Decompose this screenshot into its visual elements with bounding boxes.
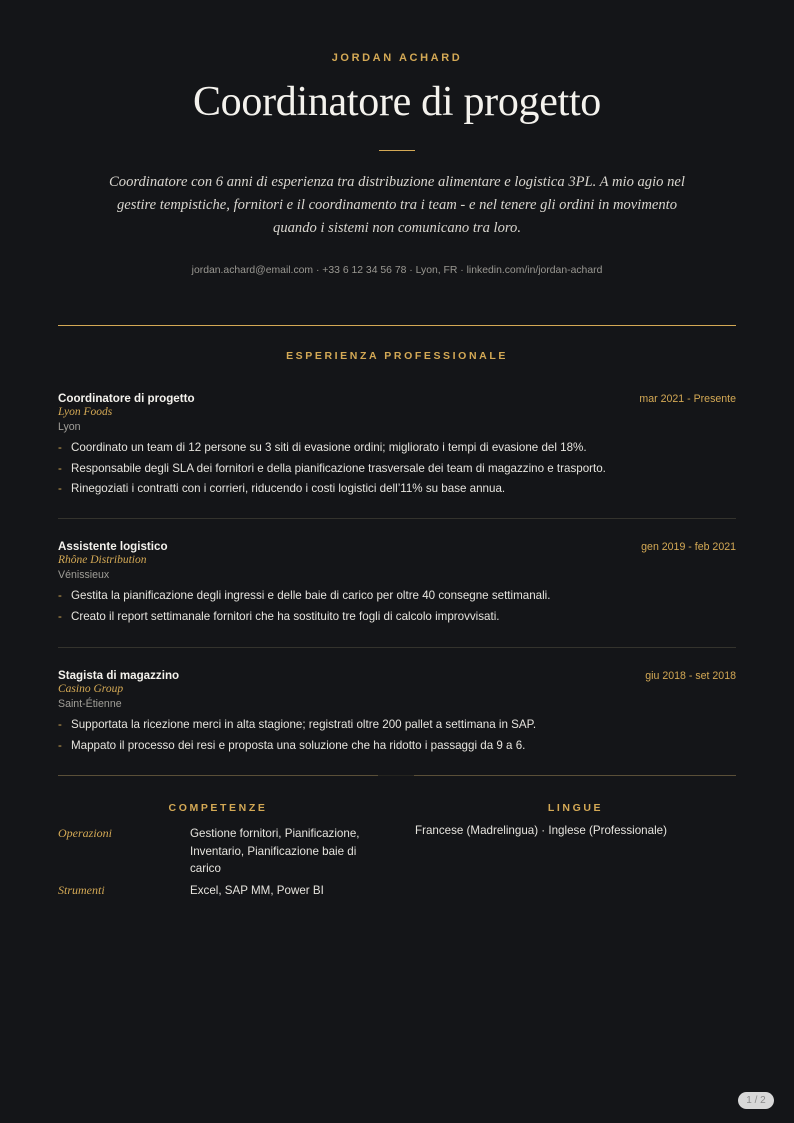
- skill-value: Excel, SAP MM, Power BI: [190, 884, 324, 897]
- job-divider: [58, 647, 736, 648]
- job-dates: giu 2018 - set 2018: [645, 670, 736, 682]
- job-location: Saint-Étienne: [58, 698, 122, 710]
- job-bullets: [58, 715, 736, 756]
- section-divider-left: [58, 775, 378, 776]
- job-bullets: [58, 438, 736, 500]
- bullet-text: Coordinato un team di 12 persone su 3 siti di evasione ordini; migliorato i tempi di evasione del 18%.: [71, 441, 587, 454]
- languages-value: Francese (Madrelingua) · Inglese (Professionale): [415, 824, 667, 837]
- bullet-item: [58, 459, 736, 480]
- bullet-dash: -: [58, 738, 62, 752]
- bullet-text: Gestita la pianificazione degli ingressi e delle baie di carico per oltre 40 consegne settimanali.: [71, 589, 551, 602]
- experience-heading: ESPERIENZA PROFESSIONALE: [286, 350, 508, 362]
- section-divider-right: [414, 775, 736, 776]
- title-divider: [379, 150, 415, 151]
- section-divider: [58, 325, 736, 326]
- bullet-dash: -: [58, 589, 62, 602]
- profile-summary: Coordinatore con 6 anni di esperienza tra distribuzione alimentare e logistica 3PL. A mio agio nel gestire tempistiche, fornitori e il coordinamento tra i team - e nel tenere gli ordini in movimento quando i sistemi non comunicano tra loro.: [109, 174, 685, 236]
- bullet-text: Rinegoziati i contratti con i corrieri, riducendo i costi logistici dell’11% su base annua.: [71, 482, 506, 495]
- skills-heading: COMPETENZE: [168, 802, 268, 814]
- job-divider: [58, 518, 736, 519]
- skill-value: Gestione fornitori, Pianificazione, Inventario, Pianificazione baie di carico: [190, 827, 360, 875]
- bullet-dash: -: [58, 482, 62, 495]
- bullet-item: [58, 438, 736, 459]
- resume-page: [58, 0, 736, 1123]
- section-divider-gap: [378, 775, 414, 776]
- bullet-dash: -: [58, 441, 62, 454]
- bullet-text: Supportata la ricezione merci in alta stagione; registrati oltre 200 pallet a settimana in SAP.: [71, 718, 537, 731]
- job-company: Rhône Distribution: [58, 554, 147, 566]
- page-indicator: 1 / 2: [738, 1092, 774, 1109]
- job-dates: gen 2019 - feb 2021: [641, 541, 736, 553]
- job-location: Vénissieux: [58, 569, 110, 581]
- bullet-text: Mappato il processo dei resi e proposta una soluzione che ha ridotto i passaggi da 9 a 6.: [71, 738, 526, 752]
- job-role: Coordinatore di progetto: [58, 392, 195, 405]
- bullet-dash: -: [58, 718, 62, 731]
- bullet-text: Responsabile degli SLA dei fornitori e della pianificazione trasversale dei team di magazzino e trasporto.: [71, 461, 606, 475]
- job-dates: mar 2021 - Presente: [639, 393, 736, 405]
- bullet-dash: -: [58, 609, 62, 623]
- bullet-item: [58, 586, 736, 607]
- contact-line: jordan.achard@email.com · +33 6 12 34 56 78 · Lyon, FR · linkedin.com/in/jordan-achard: [191, 265, 603, 276]
- job-bullets: [58, 586, 736, 627]
- skill-category: Strumenti: [58, 883, 105, 897]
- languages-heading: LINGUE: [547, 802, 604, 814]
- job-role: Assistente logistico: [58, 540, 168, 553]
- bullet-dash: -: [58, 461, 62, 475]
- job-role: Stagista di magazzino: [58, 669, 180, 682]
- skill-category: Operazioni: [58, 826, 112, 840]
- job-location: Lyon: [58, 421, 81, 433]
- job-company: Casino Group: [58, 683, 124, 695]
- bullet-item: [58, 607, 736, 628]
- bullet-item: [58, 736, 736, 757]
- candidate-name: JORDAN ACHARD: [331, 52, 463, 64]
- page-title: Coordinatore di progetto: [192, 79, 602, 125]
- bullet-item: [58, 715, 736, 736]
- bullet-item: [58, 479, 736, 500]
- bullet-text: Creato il report settimanale fornitori che ha sostituito tre fogli di calcolo improvvisati.: [71, 609, 500, 623]
- job-company: Lyon Foods: [58, 406, 113, 418]
